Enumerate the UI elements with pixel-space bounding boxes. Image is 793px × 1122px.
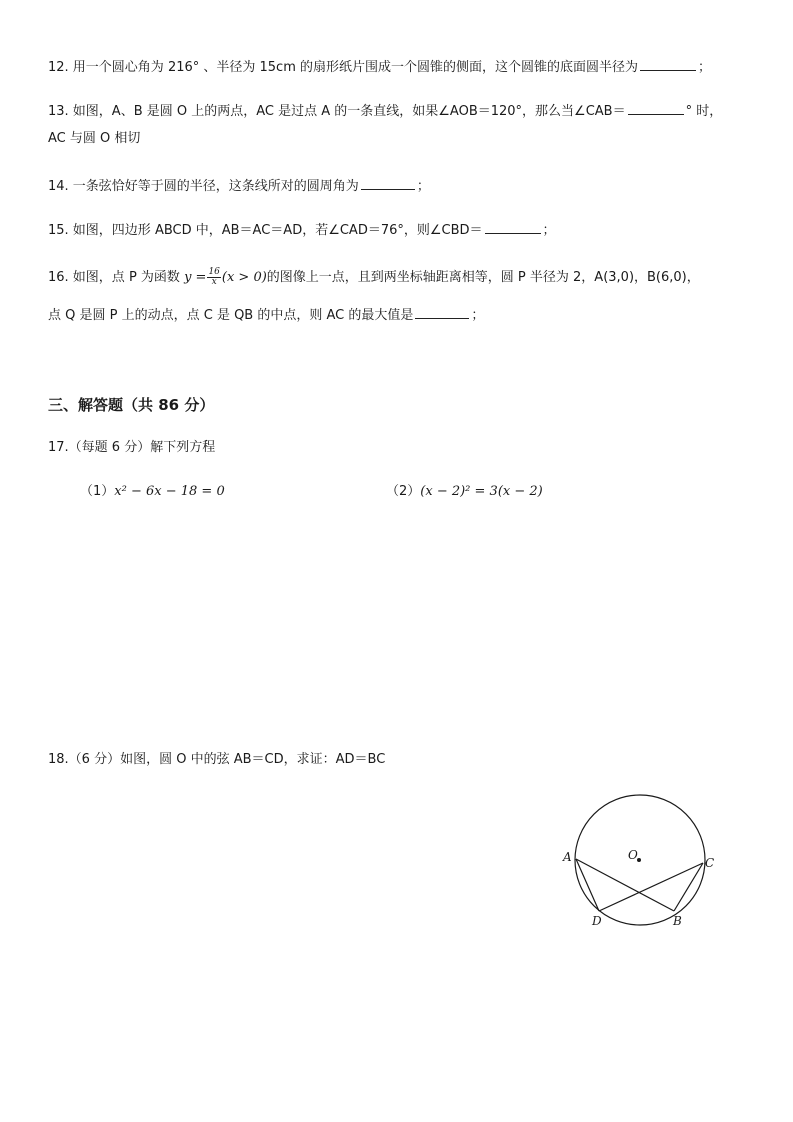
question-13: 13. 如图，A、B 是圆 O 上的两点，AC 是过点 A 的一条直线，如果∠AOB＝120°，那么当∠CAB＝ ° 时，	[48, 101, 722, 121]
section-3-heading: 三、解答题（共 86 分）	[48, 396, 215, 414]
label-o: O	[628, 848, 638, 862]
label-d: D	[592, 914, 602, 928]
question-16: 16. 如图，点 P 为函数 y = $\frac{16}{x}$ (x > 0)的图像上一点，且到两坐标轴距离相等，圆 P 半径为 2，A(3,0)，B(6,0)，	[48, 267, 700, 287]
question-12: 12. 用一个圆心角为 216° 、半径为 15cm 的扇形纸片围成一个圆锥的侧面，这个圆锥的底面圆半径为 ；	[48, 57, 711, 77]
question-13-text: 13. 如图，A、B 是圆 O 上的两点，AC 是过点 A 的一条直线，如果∠AOB＝120°，那么当∠CAB＝	[48, 104, 626, 119]
question-14-text: 14. 一条弦恰好等于圆的半径，这条线所对的圆周角为	[48, 179, 359, 194]
domain-condition: (x > 0)	[221, 270, 267, 285]
equation-1: x² − 6x − 18 = 0	[114, 484, 225, 499]
question-12-text: 12. 用一个圆心角为 216° 、半径为 15cm 的扇形纸片围成一个圆锥的侧面，这个圆锥的底面圆半径为	[48, 60, 639, 75]
question-17-part1: （1）x² − 6x − 18 = 0	[80, 484, 225, 499]
label-b: B	[673, 914, 682, 928]
question-15-text: 15. 如图，四边形 ABCD 中，AB＝AC＝AD，若∠CAD＝76°，则∠CBD＝	[48, 223, 483, 238]
question-17-part2: （2）(x − 2)² = 3(x − 2)	[386, 484, 543, 499]
question-13-line2: AC 与圆 O 相切	[48, 131, 141, 146]
label-a: A	[563, 850, 572, 864]
equation-2: (x − 2)² = 3(x − 2)	[420, 484, 543, 499]
question-18-title: 18.（6 分）如图，圆 O 中的弦 AB＝CD，求证：AD＝BC	[48, 752, 386, 767]
question-17-title: 17.（每题 6 分）解下列方程	[48, 440, 216, 455]
label-c: C	[705, 856, 715, 870]
function-lhs: y =	[184, 270, 207, 285]
fraction-16-over-x: $\frac{16}{x}$	[208, 267, 220, 287]
question-16-line2: 点 Q 是圆 P 上的动点，点 C 是 QB 的中点，则 AC 的最大值是 ；	[48, 305, 484, 325]
question-14: 14. 一条弦恰好等于圆的半径，这条线所对的圆周角为 ；	[48, 176, 430, 196]
question-15: 15. 如图，四边形 ABCD 中，AB＝AC＝AD，若∠CAD＝76°，则∠CBD＝ ；	[48, 220, 556, 240]
